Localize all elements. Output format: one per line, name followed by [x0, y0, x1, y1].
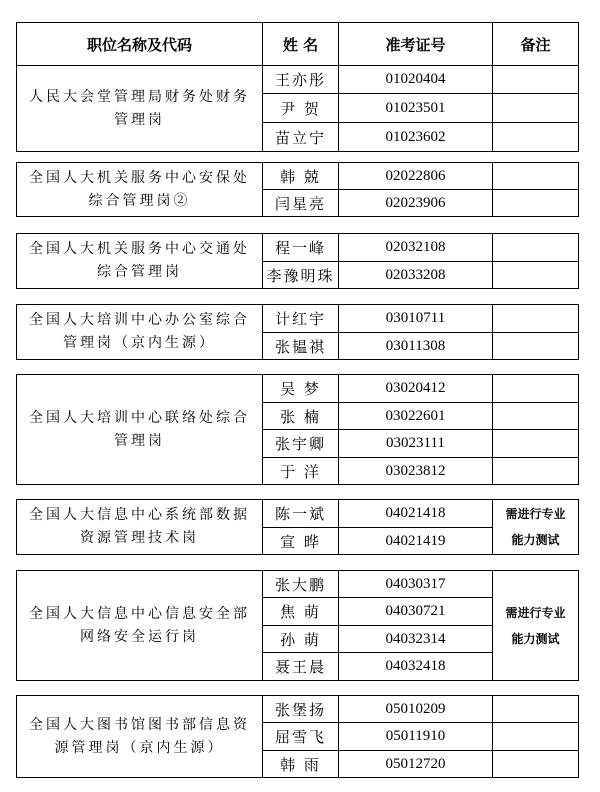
ticket-number: 01020404 [339, 66, 493, 94]
header-name: 姓 名 [263, 23, 339, 66]
position-title: 全国人大图书馆图书部信息资源管理岗（京内生源） [17, 696, 263, 778]
candidate-name: 张 楠 [263, 403, 339, 430]
remark-cell [493, 333, 579, 360]
ticket-number: 05011910 [339, 723, 493, 751]
ticket-number: 02022806 [339, 163, 493, 190]
position-title: 全国人大培训中心办公室综合管理岗（京内生源） [17, 305, 263, 360]
ticket-number: 03023111 [339, 430, 493, 458]
ticket-number: 03010711 [339, 305, 493, 333]
table-row [17, 696, 579, 723]
candidate-name: 张宇卿 [263, 430, 339, 458]
candidate-name: 韩 兢 [263, 163, 339, 190]
ticket-number: 02023906 [339, 190, 493, 217]
remark-cell [493, 751, 579, 778]
remark-cell [493, 458, 579, 485]
candidate-name: 孙 萌 [263, 626, 339, 653]
table-row [17, 571, 579, 598]
position-title: 全国人大培训中心联络处综合管理岗 [17, 375, 263, 485]
candidate-name: 张大鹏 [263, 571, 339, 598]
candidate-name: 韩 雨 [263, 751, 339, 778]
remark-cell [493, 66, 579, 94]
remark-cell [493, 430, 579, 458]
candidate-name: 吴 梦 [263, 375, 339, 403]
position-group [16, 65, 579, 152]
position-title: 全国人大机关服务中心交通处综合管理岗 [17, 234, 263, 289]
ticket-number: 03023812 [339, 458, 493, 485]
ticket-number: 03022601 [339, 403, 493, 430]
position-group [16, 570, 579, 681]
remark-cell [493, 723, 579, 751]
remark-cell: 需进行专业能力测试 [493, 571, 579, 681]
remark-cell [493, 262, 579, 289]
position-group [16, 499, 579, 555]
remark-cell [493, 94, 579, 123]
ticket-number: 02032108 [339, 234, 493, 262]
candidate-name: 陈一斌 [263, 500, 339, 528]
candidate-name: 王亦彤 [263, 66, 339, 94]
ticket-number: 04021418 [339, 500, 493, 528]
ticket-number: 05012720 [339, 751, 493, 778]
remark-cell [493, 123, 579, 152]
ticket-number: 04021419 [339, 528, 493, 555]
ticket-number: 03020412 [339, 375, 493, 403]
header-table [16, 22, 579, 66]
table-row [17, 66, 579, 94]
header-row [17, 23, 579, 66]
remark-cell [493, 305, 579, 333]
remark-cell [493, 696, 579, 723]
candidate-name: 李豫明珠 [263, 262, 339, 289]
candidate-name: 苗立宁 [263, 123, 339, 152]
header-remarks: 备注 [493, 23, 579, 66]
position-group [16, 162, 579, 217]
header-ticket: 准考证号 [339, 23, 493, 66]
ticket-number: 04032314 [339, 626, 493, 653]
position-title: 全国人大机关服务中心安保处综合管理岗② [17, 163, 263, 217]
candidate-name: 宣 晔 [263, 528, 339, 555]
ticket-number: 04032418 [339, 653, 493, 681]
candidate-name: 于 洋 [263, 458, 339, 485]
remark-cell [493, 234, 579, 262]
position-group [16, 695, 579, 778]
position-title: 人民大会堂管理局财务处财务管理岗 [17, 66, 263, 152]
position-title: 全国人大信息中心信息安全部网络安全运行岗 [17, 571, 263, 681]
candidate-name: 闫星亮 [263, 190, 339, 217]
candidate-name: 程一峰 [263, 234, 339, 262]
remark-cell [493, 375, 579, 403]
ticket-number: 05010209 [339, 696, 493, 723]
table-row [17, 163, 579, 190]
remark-cell [493, 163, 579, 190]
ticket-number: 02033208 [339, 262, 493, 289]
position-group [16, 233, 579, 289]
table-row [17, 234, 579, 262]
remark-cell: 需进行专业能力测试 [493, 500, 579, 555]
position-title: 全国人大信息中心系统部数据资源管理技术岗 [17, 500, 263, 555]
candidate-name: 张韫祺 [263, 333, 339, 360]
ticket-number: 01023602 [339, 123, 493, 152]
table-row [17, 375, 579, 403]
position-group [16, 304, 579, 360]
candidate-name: 计红宇 [263, 305, 339, 333]
ticket-number: 01023501 [339, 94, 493, 123]
table-row [17, 500, 579, 528]
candidate-name: 张堡扬 [263, 696, 339, 723]
candidate-name: 聂王晨 [263, 653, 339, 681]
ticket-number: 04030721 [339, 598, 493, 626]
remark-cell [493, 190, 579, 217]
table-row [17, 305, 579, 333]
remark-cell [493, 403, 579, 430]
position-group [16, 374, 579, 485]
candidate-name: 尹 贺 [263, 94, 339, 123]
candidate-name: 焦 萌 [263, 598, 339, 626]
ticket-number: 04030317 [339, 571, 493, 598]
header-position: 职位名称及代码 [17, 23, 263, 66]
ticket-number: 03011308 [339, 333, 493, 360]
candidate-name: 屈雪飞 [263, 723, 339, 751]
